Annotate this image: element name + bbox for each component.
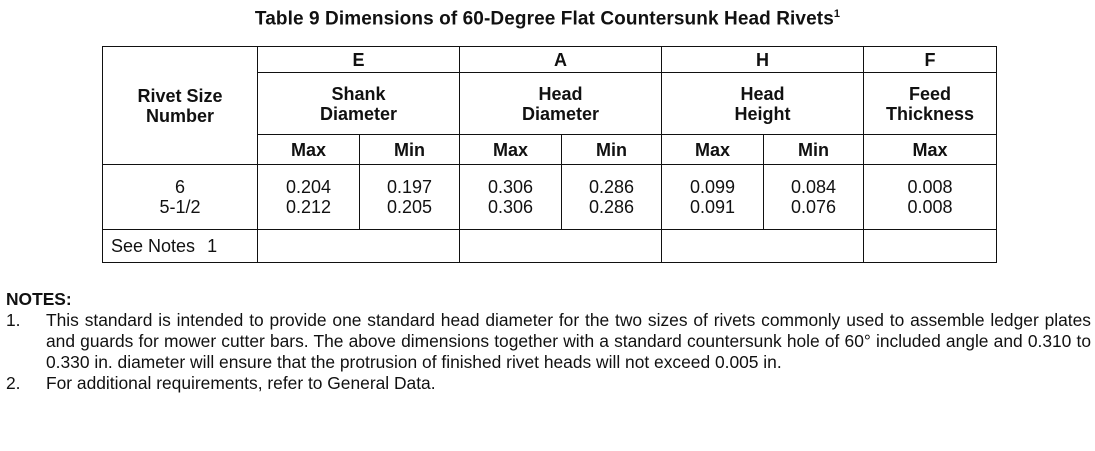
rivet-size-5-1-2: 5-1/2 xyxy=(159,197,201,217)
shank-diameter-max-cell xyxy=(258,165,360,230)
head-diameter-header xyxy=(460,73,662,135)
column-letter-h: H xyxy=(662,47,864,73)
feed-thickness-line2: Thickness xyxy=(885,103,975,124)
rivet-size-header-line1: Rivet Size xyxy=(137,85,223,106)
table-cell: 0.076 xyxy=(790,197,837,217)
shank-diameter-line2: Diameter xyxy=(319,103,398,124)
see-notes-row xyxy=(103,230,997,263)
shank-diameter-header xyxy=(258,73,460,135)
table-cell: 0.205 xyxy=(386,197,433,217)
rivet-size-cell xyxy=(103,165,258,230)
table-title-text: Table 9 Dimensions of 60-Degree Flat Countersunk Head Rivets xyxy=(254,8,834,30)
head-diameter-line1: Head xyxy=(538,83,583,104)
empty-cell xyxy=(258,230,460,263)
head-height-max-cell xyxy=(662,165,764,230)
table-cell: 0.286 xyxy=(588,177,635,197)
head-height-line2: Height xyxy=(734,103,791,124)
notes-heading: NOTES: xyxy=(6,289,72,309)
table-cell: 0.008 xyxy=(907,177,953,197)
table-cell: 0.091 xyxy=(689,197,736,217)
table-cell: 0.212 xyxy=(285,197,332,217)
head-height-header xyxy=(662,73,864,135)
table-cell: 0.099 xyxy=(689,177,736,197)
rivet-size-header xyxy=(103,47,258,165)
note-text: For additional requirements, refer to General Data. xyxy=(46,373,436,393)
rivet-size-6: 6 xyxy=(174,177,185,197)
title-footnote-marker: 1 xyxy=(833,8,841,20)
table-cell: 0.084 xyxy=(790,177,837,197)
head-height-line1: Head xyxy=(740,83,785,104)
shank-diameter-max-header: Max xyxy=(258,135,360,165)
notes-section xyxy=(6,289,1091,394)
table-cell: 0.306 xyxy=(487,197,534,217)
note-number: 1. xyxy=(6,310,21,330)
head-diameter-max-cell xyxy=(460,165,562,230)
table-title xyxy=(0,8,1095,30)
note-item xyxy=(6,373,1091,394)
head-diameter-min-header: Min xyxy=(562,135,662,165)
rivet-size-header-line2: Number xyxy=(145,105,214,126)
column-letter-a: A xyxy=(460,47,662,73)
table-cell: 0.204 xyxy=(285,177,332,197)
head-diameter-min-cell xyxy=(562,165,662,230)
head-height-min-header: Min xyxy=(764,135,864,165)
table-cell: 0.008 xyxy=(907,197,953,217)
feed-thickness-max-cell xyxy=(864,165,997,230)
feed-thickness-max-header: Max xyxy=(864,135,997,165)
feed-thickness-line1: Feed xyxy=(908,83,951,104)
see-notes-cell xyxy=(103,230,258,263)
column-letter-e: E xyxy=(258,47,460,73)
rivet-dimensions-table xyxy=(102,46,997,263)
note-text: This standard is intended to provide one standard head diameter for the two sizes of rivets commonly used to assemble ledger plates and guards for mower cutter bars. The above dimensions together with a standard countersunk hole of 60° included angle and 0.310 to 0.330 in. diameter will ensure that the protrusion of finished rivet heads will not exceed 0.005 in. xyxy=(46,310,1091,372)
empty-cell xyxy=(460,230,662,263)
head-height-min-cell xyxy=(764,165,864,230)
shank-diameter-min-cell xyxy=(360,165,460,230)
shank-diameter-line1: Shank xyxy=(331,83,386,104)
see-notes-label: See Notes xyxy=(111,236,196,256)
table-cell: 0.286 xyxy=(588,197,635,217)
note-number: 2. xyxy=(6,373,21,393)
see-notes-number: 1 xyxy=(207,236,218,256)
head-diameter-line2: Diameter xyxy=(521,103,600,124)
table-cell: 0.197 xyxy=(386,177,433,197)
note-item xyxy=(6,310,1091,373)
column-letter-f: F xyxy=(864,47,997,73)
head-height-max-header: Max xyxy=(662,135,764,165)
table-cell: 0.306 xyxy=(487,177,534,197)
empty-cell xyxy=(864,230,997,263)
head-diameter-max-header: Max xyxy=(460,135,562,165)
table-row xyxy=(103,165,997,230)
empty-cell xyxy=(662,230,864,263)
shank-diameter-min-header: Min xyxy=(360,135,460,165)
feed-thickness-header xyxy=(864,73,997,135)
